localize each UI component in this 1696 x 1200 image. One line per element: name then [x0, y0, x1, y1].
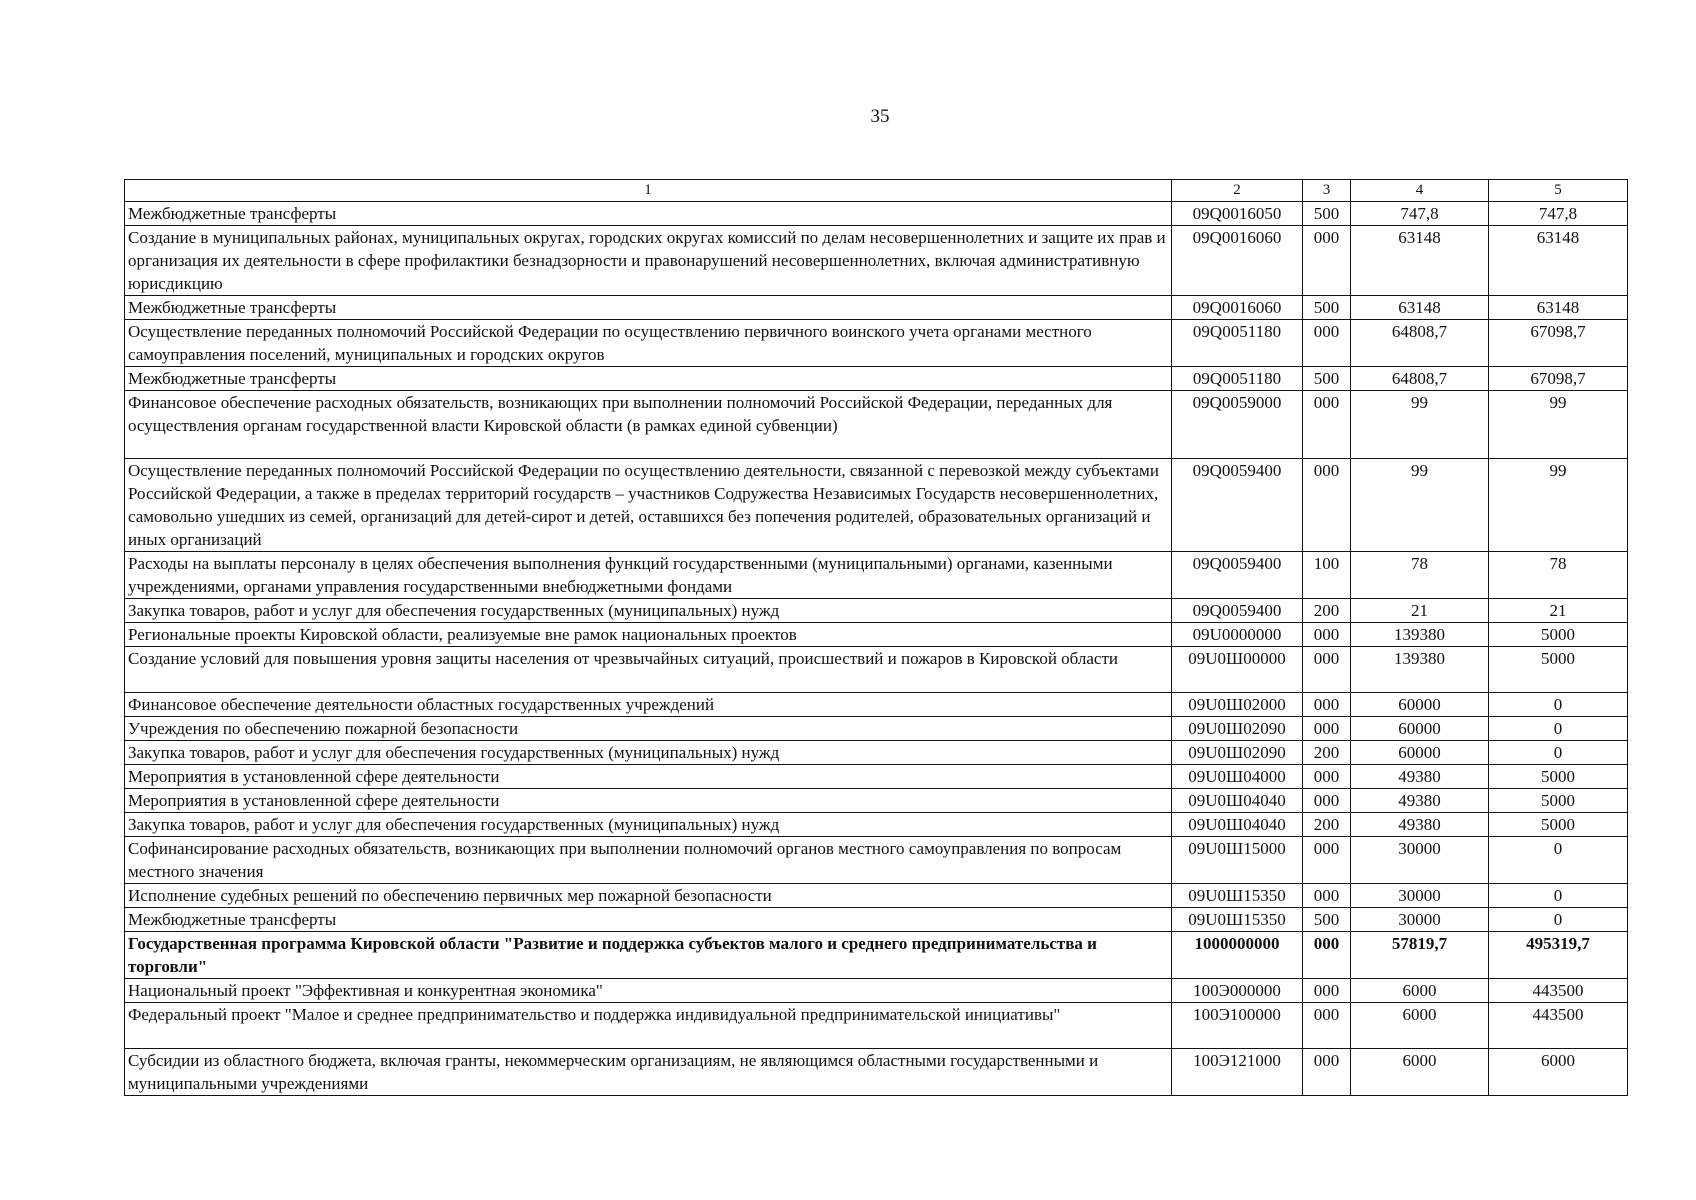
budget-table-body: [125, 180, 1628, 1096]
amount-year-1-cell: 60000: [1351, 693, 1489, 717]
expense-name-cell: Закупка товаров, работ и услуг для обеспечения государственных (муниципальных) нужд: [125, 599, 1172, 623]
amount-year-1-cell: 49380: [1351, 765, 1489, 789]
target-code-cell: 100Э000000: [1172, 979, 1303, 1003]
amount-year-1-cell: 64808,7: [1351, 320, 1489, 367]
amount-year-2-cell: 5000: [1489, 765, 1628, 789]
table-row: [125, 813, 1628, 837]
amount-year-1-cell: 63148: [1351, 226, 1489, 296]
target-code-cell: 1000000000: [1172, 932, 1303, 979]
amount-year-2-cell: 5000: [1489, 789, 1628, 813]
amount-year-1-cell: 30000: [1351, 837, 1489, 884]
amount-year-1-cell: 6000: [1351, 979, 1489, 1003]
table-row: [125, 459, 1628, 552]
amount-year-1-cell: 49380: [1351, 813, 1489, 837]
expense-name-cell: Исполнение судебных решений по обеспечению первичных мер пожарной безопасности: [125, 884, 1172, 908]
amount-year-2-cell: 6000: [1489, 1049, 1628, 1096]
expense-name-cell: Осуществление переданных полномочий Российской Федерации по осуществлению первичного воинского учета органами местного самоуправления поселений, муниципальных и городских округов: [125, 320, 1172, 367]
expense-type-cell: 500: [1303, 908, 1351, 932]
table-row: [125, 717, 1628, 741]
amount-year-1-cell: 21: [1351, 599, 1489, 623]
expense-type-cell: 000: [1303, 789, 1351, 813]
expense-name-cell: Финансовое обеспечение деятельности областных государственных учреждений: [125, 693, 1172, 717]
expense-type-cell: 000: [1303, 623, 1351, 647]
table-row: [125, 765, 1628, 789]
expense-type-cell: 000: [1303, 884, 1351, 908]
target-code-cell: 09U0Ш04000: [1172, 765, 1303, 789]
expense-type-cell: 200: [1303, 741, 1351, 765]
expense-name-cell: Межбюджетные трансферты: [125, 296, 1172, 320]
target-code-cell: 09Q0016050: [1172, 202, 1303, 226]
table-row: [125, 296, 1628, 320]
target-code-cell: 100Э121000: [1172, 1049, 1303, 1096]
expense-name-cell: Софинансирование расходных обязательств, возникающих при выполнении полномочий органов местного самоуправления по вопросам местного значения: [125, 837, 1172, 884]
target-code-cell: 09Q0059400: [1172, 552, 1303, 599]
expense-type-cell: 000: [1303, 391, 1351, 459]
target-code-cell: 09U0Ш02090: [1172, 741, 1303, 765]
amount-year-2-cell: 99: [1489, 391, 1628, 459]
expense-type-cell: 000: [1303, 979, 1351, 1003]
table-row: [125, 741, 1628, 765]
budget-table: [124, 179, 1628, 1096]
column-number-3: 3: [1303, 180, 1351, 202]
table-row: [125, 789, 1628, 813]
amount-year-2-cell: 67098,7: [1489, 320, 1628, 367]
amount-year-2-cell: 21: [1489, 599, 1628, 623]
target-code-cell: 09Q0059000: [1172, 391, 1303, 459]
table-row: [125, 202, 1628, 226]
amount-year-2-cell: 443500: [1489, 979, 1628, 1003]
amount-year-1-cell: 64808,7: [1351, 367, 1489, 391]
expense-name-cell: Учреждения по обеспечению пожарной безопасности: [125, 717, 1172, 741]
target-code-cell: 09U0Ш02090: [1172, 717, 1303, 741]
target-code-cell: 09U0Ш15000: [1172, 837, 1303, 884]
expense-name-cell: Расходы на выплаты персоналу в целях обеспечения выполнения функций государственными (муниципальными) органами, казенными учреждениями, органами управления государственными внебюджетными фондами: [125, 552, 1172, 599]
table-row: [125, 693, 1628, 717]
target-code-cell: 09Q0051180: [1172, 320, 1303, 367]
expense-name-cell: Создание условий для повышения уровня защиты населения от чрезвычайных ситуаций, происшествий и пожаров в Кировской области: [125, 647, 1172, 693]
expense-type-cell: 000: [1303, 932, 1351, 979]
amount-year-2-cell: 495319,7: [1489, 932, 1628, 979]
expense-type-cell: 000: [1303, 320, 1351, 367]
amount-year-2-cell: 0: [1489, 884, 1628, 908]
table-row: [125, 1003, 1628, 1049]
expense-name-cell: Межбюджетные трансферты: [125, 202, 1172, 226]
amount-year-2-cell: 5000: [1489, 647, 1628, 693]
column-number-1: 1: [125, 180, 1172, 202]
target-code-cell: 09U0Ш02000: [1172, 693, 1303, 717]
amount-year-2-cell: 0: [1489, 693, 1628, 717]
expense-type-cell: 000: [1303, 226, 1351, 296]
target-code-cell: 09Q0016060: [1172, 296, 1303, 320]
amount-year-1-cell: 30000: [1351, 908, 1489, 932]
target-code-cell: 09U0Ш04040: [1172, 813, 1303, 837]
expense-type-cell: 000: [1303, 1003, 1351, 1049]
expense-type-cell: 200: [1303, 599, 1351, 623]
expense-type-cell: 500: [1303, 367, 1351, 391]
target-code-cell: 09Q0059400: [1172, 599, 1303, 623]
amount-year-2-cell: 443500: [1489, 1003, 1628, 1049]
amount-year-2-cell: 63148: [1489, 296, 1628, 320]
expense-name-cell: Национальный проект "Эффективная и конкурентная экономика": [125, 979, 1172, 1003]
table-row: [125, 226, 1628, 296]
amount-year-1-cell: 6000: [1351, 1049, 1489, 1096]
table-row: [125, 908, 1628, 932]
expense-type-cell: 000: [1303, 1049, 1351, 1096]
expense-name-cell: Закупка товаров, работ и услуг для обеспечения государственных (муниципальных) нужд: [125, 813, 1172, 837]
amount-year-1-cell: 139380: [1351, 647, 1489, 693]
expense-name-cell: Закупка товаров, работ и услуг для обеспечения государственных (муниципальных) нужд: [125, 741, 1172, 765]
expense-name-cell: Федеральный проект "Малое и среднее предпринимательство и поддержка индивидуальной предпринимательской инициативы": [125, 1003, 1172, 1049]
amount-year-1-cell: 60000: [1351, 741, 1489, 765]
column-number-5: 5: [1489, 180, 1628, 202]
expense-type-cell: 000: [1303, 647, 1351, 693]
column-number-4: 4: [1351, 180, 1489, 202]
table-row: [125, 391, 1628, 459]
expense-type-cell: 500: [1303, 296, 1351, 320]
table-row: [125, 367, 1628, 391]
amount-year-1-cell: 57819,7: [1351, 932, 1489, 979]
amount-year-2-cell: 0: [1489, 837, 1628, 884]
amount-year-1-cell: 30000: [1351, 884, 1489, 908]
expense-type-cell: 500: [1303, 202, 1351, 226]
amount-year-2-cell: 63148: [1489, 226, 1628, 296]
table-row: [125, 837, 1628, 884]
amount-year-1-cell: 99: [1351, 391, 1489, 459]
target-code-cell: 09U0Ш00000: [1172, 647, 1303, 693]
amount-year-2-cell: 0: [1489, 741, 1628, 765]
expense-name-cell: Финансовое обеспечение расходных обязательств, возникающих при выполнении полномочий Российской Федерации, переданных для осуществления органам государственной власти Кировской области (в рамках единой субвенции): [125, 391, 1172, 459]
expense-name-cell: Создание в муниципальных районах, муниципальных округах, городских округах комиссий по делам несовершеннолетних и защите их прав и организация их деятельности в сфере профилактики безнадзорности и правонарушений несовершеннолетних, включая административную юрисдикцию: [125, 226, 1172, 296]
amount-year-1-cell: 747,8: [1351, 202, 1489, 226]
expense-type-cell: 000: [1303, 717, 1351, 741]
table-row: [125, 599, 1628, 623]
expense-type-cell: 200: [1303, 813, 1351, 837]
expense-name-cell: Межбюджетные трансферты: [125, 367, 1172, 391]
amount-year-2-cell: 0: [1489, 908, 1628, 932]
expense-name-cell: Межбюджетные трансферты: [125, 908, 1172, 932]
expense-type-cell: 100: [1303, 552, 1351, 599]
target-code-cell: 100Э100000: [1172, 1003, 1303, 1049]
expense-name-cell: Мероприятия в установленной сфере деятельности: [125, 789, 1172, 813]
expense-name-cell: Осуществление переданных полномочий Российской Федерации по осуществлению деятельности, связанной с перевозкой между субъектами Российской Федерации, а также в пределах территорий государств – участников Содружества Независимых Государств несовершеннолетних, самовольно ушедших из семей, организаций для детей-сирот и детей, оставшихся без попечения родителей, образовательных организаций и иных организаций: [125, 459, 1172, 552]
table-row: [125, 979, 1628, 1003]
amount-year-1-cell: 6000: [1351, 1003, 1489, 1049]
amount-year-2-cell: 5000: [1489, 623, 1628, 647]
expense-name-cell: Субсидии из областного бюджета, включая гранты, некоммерческим организациям, не являющимся областными государственными и муниципальными учреждениями: [125, 1049, 1172, 1096]
expense-name-cell: Мероприятия в установленной сфере деятельности: [125, 765, 1172, 789]
target-code-cell: 09U0Ш15350: [1172, 884, 1303, 908]
page-number: 35: [870, 106, 890, 127]
table-row: [125, 884, 1628, 908]
amount-year-1-cell: 99: [1351, 459, 1489, 552]
expense-type-cell: 000: [1303, 837, 1351, 884]
amount-year-1-cell: 63148: [1351, 296, 1489, 320]
target-code-cell: 09Q0059400: [1172, 459, 1303, 552]
table-row: [125, 647, 1628, 693]
target-code-cell: 09Q0051180: [1172, 367, 1303, 391]
expense-name-cell: Региональные проекты Кировской области, реализуемые вне рамок национальных проектов: [125, 623, 1172, 647]
column-number-2: 2: [1172, 180, 1303, 202]
target-code-cell: 09U0Ш04040: [1172, 789, 1303, 813]
amount-year-2-cell: 99: [1489, 459, 1628, 552]
target-code-cell: 09U0Ш15350: [1172, 908, 1303, 932]
expense-name-cell: Государственная программа Кировской области "Развитие и поддержка субъектов малого и среднего предпринимательства и торговли": [125, 932, 1172, 979]
expense-type-cell: 000: [1303, 459, 1351, 552]
table-row: [125, 932, 1628, 979]
amount-year-2-cell: 747,8: [1489, 202, 1628, 226]
column-number-header-row: [125, 180, 1628, 202]
amount-year-2-cell: 67098,7: [1489, 367, 1628, 391]
table-row: [125, 1049, 1628, 1096]
target-code-cell: 09Q0016060: [1172, 226, 1303, 296]
amount-year-1-cell: 49380: [1351, 789, 1489, 813]
table-row: [125, 552, 1628, 599]
target-code-cell: 09U0000000: [1172, 623, 1303, 647]
expense-type-cell: 000: [1303, 693, 1351, 717]
table-row: [125, 320, 1628, 367]
amount-year-1-cell: 139380: [1351, 623, 1489, 647]
amount-year-2-cell: 0: [1489, 717, 1628, 741]
amount-year-2-cell: 5000: [1489, 813, 1628, 837]
amount-year-2-cell: 78: [1489, 552, 1628, 599]
amount-year-1-cell: 78: [1351, 552, 1489, 599]
amount-year-1-cell: 60000: [1351, 717, 1489, 741]
table-row: [125, 623, 1628, 647]
expense-type-cell: 000: [1303, 765, 1351, 789]
